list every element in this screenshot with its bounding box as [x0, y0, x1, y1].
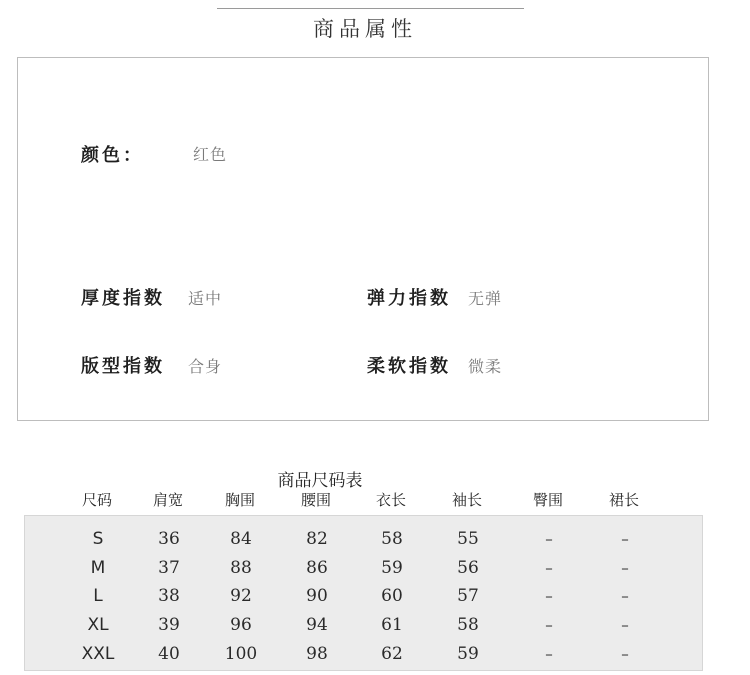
table-cell: – — [621, 559, 629, 577]
table-cell: 94 — [306, 615, 328, 635]
table-cell: – — [545, 530, 553, 548]
size-cell: L — [93, 586, 103, 606]
size-cell: S — [92, 529, 104, 549]
color-label: 颜色： — [81, 145, 144, 166]
header-sleeve: 袖长 — [451, 491, 483, 509]
table-cell: – — [621, 530, 629, 548]
section-title: 商品属性 — [313, 17, 417, 41]
thickness-label: 厚度指数 — [81, 288, 165, 309]
softness-value: 微柔 — [468, 357, 503, 376]
table-cell: 38 — [158, 586, 180, 606]
header-length: 衣长 — [375, 491, 407, 509]
table-cell: – — [621, 587, 629, 605]
fit-value: 合身 — [188, 357, 223, 376]
color-value: 红色 — [193, 145, 228, 164]
table-cell: 84 — [230, 529, 252, 549]
header-waist: 腰围 — [300, 491, 332, 509]
table-cell: 98 — [306, 644, 328, 664]
table-cell: 96 — [230, 615, 252, 635]
table-cell: – — [545, 559, 553, 577]
size-cell: XL — [87, 615, 109, 635]
table-cell: 62 — [381, 644, 403, 664]
header-hip: 臀围 — [532, 491, 564, 509]
attributes-panel — [17, 57, 709, 421]
table-cell: – — [621, 645, 629, 663]
table-cell: 86 — [306, 558, 328, 578]
table-cell: 55 — [457, 529, 479, 549]
table-cell: – — [545, 587, 553, 605]
table-cell: 57 — [457, 586, 479, 606]
header-chest: 胸围 — [224, 491, 256, 509]
table-cell: – — [545, 616, 553, 634]
header-skirt: 裙长 — [608, 491, 640, 509]
table-cell: 82 — [306, 529, 328, 549]
table-cell: 39 — [158, 615, 180, 635]
elasticity-label: 弹力指数 — [367, 288, 451, 309]
table-cell: 56 — [457, 558, 479, 578]
table-cell: 59 — [381, 558, 403, 578]
elasticity-value: 无弹 — [468, 289, 503, 308]
table-cell: 59 — [457, 644, 479, 664]
table-cell: 100 — [224, 644, 258, 664]
table-cell: 60 — [381, 586, 403, 606]
table-cell: 61 — [381, 615, 403, 635]
fit-label: 版型指数 — [81, 356, 165, 377]
table-cell: 58 — [381, 529, 403, 549]
size-table-body — [24, 515, 703, 671]
table-cell: 92 — [230, 586, 252, 606]
softness-label: 柔软指数 — [367, 356, 451, 377]
table-cell: 37 — [158, 558, 180, 578]
table-cell: – — [545, 645, 553, 663]
table-cell: 90 — [306, 586, 328, 606]
table-cell: 58 — [457, 615, 479, 635]
size-table-title: 商品尺码表 — [277, 471, 363, 491]
table-cell: – — [621, 616, 629, 634]
table-cell: 36 — [158, 529, 180, 549]
header-shoulder: 肩宽 — [152, 491, 184, 509]
title-divider — [217, 8, 524, 9]
table-cell: 88 — [230, 558, 252, 578]
table-cell: 40 — [158, 644, 180, 664]
size-cell: XXL — [81, 644, 115, 664]
thickness-value: 适中 — [188, 289, 223, 308]
header-size: 尺码 — [81, 491, 113, 509]
size-cell: M — [90, 558, 106, 578]
